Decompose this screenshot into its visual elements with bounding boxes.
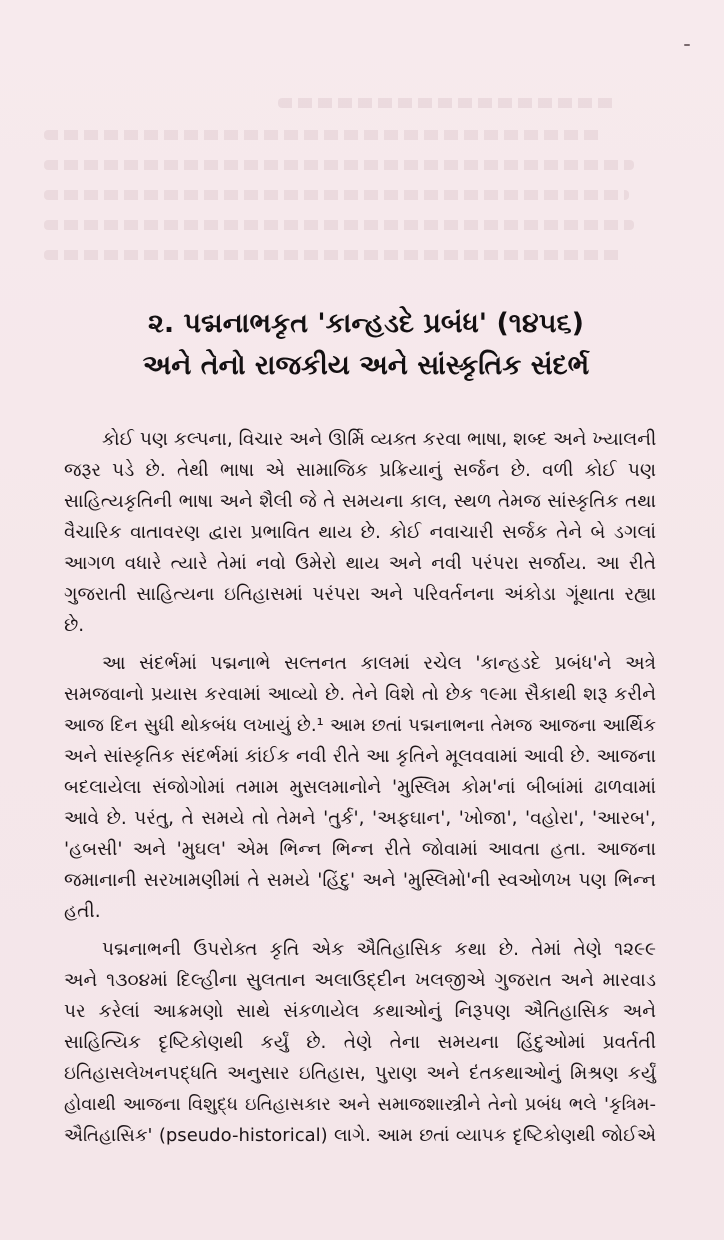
chapter-title-line-1: ૨. પદ્મનાભકૃત 'કાન્હડદે પ્રબંધ' (૧૪૫૬): [148, 308, 584, 339]
text-line: બદલાયેલા સંજોગોમાં તમામ મુસલમાનોને 'મુસ્લિમ કોમ'નાં બીબાંમાં ઢાળવામાં: [64, 777, 656, 798]
text-line: આગળ વધારે ત્યારે તેમાં નવો ઉમેરો થાય અને નવી પરંપરા સર્જાય. આ રીતે: [64, 553, 656, 574]
text-line: ઇતિહાસલેખનપદ્ધતિ અનુસાર ઇતિહાસ, પુરાણ અને દંતકથાઓનું મિશ્રણ કર્યું: [64, 1063, 656, 1084]
text-line: હતી.: [64, 901, 101, 922]
text-line: જમાનાની સરખામણીમાં તે સમયે 'હિંદુ' અને 'મુસ્લિમો'ની સ્વઓળખ પણ ભિન્ન: [64, 870, 656, 891]
show-through-text: [44, 160, 634, 170]
text-line: આજ દિન સુધી થોકબંધ લખાયું છે.¹ આમ છતાં પદ્મનાભના તેમજ આજના આર્થિક: [64, 715, 656, 736]
show-through-text: [44, 250, 624, 260]
paragraph-3: [64, 934, 656, 1151]
text-line: જરૂર પડે છે. તેથી ભાષા એ સામાજિક પ્રક્રિયાનું સર્જન છે. વળી કોઈ પણ: [64, 460, 656, 481]
show-through-text: [278, 98, 618, 108]
text-line: પર કરેલાં આક્રમણો સાથે સંકળાયેલ કથાઓનું નિરૂપણ ઐતિહાસિક અને: [64, 1001, 656, 1022]
text-line: 'હબસી' અને 'મુઘલ' એમ ભિન્ન ભિન્ન રીતે જોવામાં આવતા હતા. આજના: [64, 839, 656, 860]
show-through-text: [44, 220, 634, 230]
text-line: પદ્મનાભની ઉપરોક્ત કૃતિ એક ઐતિહાસિક કથા છે. તેમાં તેણે ૧૨૯૯: [102, 939, 656, 960]
paragraph-1: [64, 424, 656, 641]
text-line: ગુજરાતી સાહિત્યના ઇતિહાસમાં પરંપરા અને પરિવર્તનના અંકોડા ગૂંથાતા રહ્યા: [64, 584, 656, 605]
text-line: આવે છે. પરંતુ, તે સમયે તો તેમને 'તુર્ક', 'અફઘાન', 'ખોજા', 'વહોરા', 'આરબ',: [64, 808, 656, 829]
page-speck: [684, 44, 690, 46]
body-text: [64, 424, 656, 1151]
text-line: સાહિત્યકૃતિની ભાષા અને શૈલી જે તે સમયના કાલ, સ્થળ તેમજ સાંસ્કૃતિક તથા: [64, 491, 656, 512]
show-through-text: [44, 130, 604, 140]
text-line: સાહિત્યિક દૃષ્ટિકોણથી કર્યું છે. તેણે તેના સમયના હિંદુઓમાં પ્રવર્તતી: [64, 1032, 656, 1053]
show-through-text: [44, 190, 629, 200]
text-line: વૈચારિક વાતાવરણ દ્વારા પ્રભાવિત થાય છે. કોઈ નવાચારી સર્જક તેને બે ડગલાં: [64, 522, 656, 543]
text-line: કોઈ પણ કલ્પના, વિચાર અને ઊર્મિ વ્યક્ત કરવા ભાષા, શબ્દ અને ખ્યાલની: [102, 429, 657, 450]
text-line: સમજવાનો પ્રયાસ કરવામાં આવ્યો છે. તેને વિશે તો છેક ૧૯મા સૈકાથી શરૂ કરીને: [64, 684, 656, 705]
text-line: આ સંદર્ભમાં પદ્મનાભે સલ્તનત કાલમાં રચેલ 'કાન્હડદે પ્રબંધ'ને અત્રે: [102, 653, 656, 674]
chapter-title-line-2: અને તેનો રાજકીય અને સાંસ્કૃતિક સંદર્ભ: [142, 350, 590, 381]
text-line: અને ૧૩૦૪માં દિલ્હીના સુલતાન અલાઉદ્દીન ખલજીએ ગુજરાત અને મારવાડ: [64, 970, 656, 991]
text-line: અને સાંસ્કૃતિક સંદર્ભમાં કાંઈક નવી રીતે આ કૃતિને મૂલવવામાં આવી છે. આજના: [64, 746, 656, 767]
text-line: હોવાથી આજના વિશુદ્ધ ઇતિહાસકાર અને સમાજશાસ્ત્રીને તેનો પ્રબંધ ભલે 'કૃત્રિમ-: [64, 1094, 656, 1115]
paragraph-2: [64, 648, 656, 927]
text-line: છે.: [64, 615, 85, 636]
text-line: ઐતિહાસિક' (pseudo-historical) લાગે. આમ છતાં વ્યાપક દૃષ્ટિકોણથી જોઈએ: [64, 1125, 656, 1146]
